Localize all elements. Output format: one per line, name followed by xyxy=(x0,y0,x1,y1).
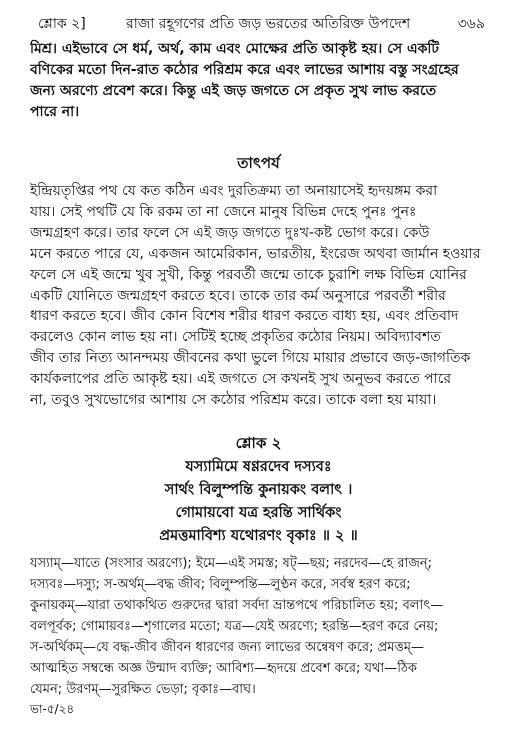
synonym-line: যস্যাম্—যাতে (সংসার অরণ্যে); ইমে—এই সমস্ত; ষট্—ছয়; নরদেব—হে রাজন্; xyxy=(30,556,433,571)
purport-paragraph xyxy=(30,181,488,411)
synonym-line: স-অর্থিকম্—যে বদ্ধ-জীব জীবন ধারণের জন্য লাভের অন্বেষণ করে; প্রমত্তম্— xyxy=(30,640,425,655)
purport-line: করলেও কোন লাভ হয় না। সেটিই হচ্ছে প্রকৃতির কঠোর নিয়ম। অবিদ্যাবশত xyxy=(30,329,441,346)
translation-line: মিশ্র। এইভাবে সে ধর্ম, অর্থ, কাম এবং মোক্ষের প্রতি আকৃষ্ট হয়। সে একটি xyxy=(30,41,440,57)
translation-paragraph xyxy=(30,39,488,123)
synonym-line: যেমন; উরণম্—সুরক্ষিত ভেড়া; বৃকাঃ—বাঘ। xyxy=(30,682,256,697)
purport-line: যায়। সেই পথটি যে কি রকম তা না জেনে মানুষ বিভিন্ন দেহে পুনঃ পুনঃ xyxy=(30,203,417,220)
translation-line: পারে না। xyxy=(30,104,80,120)
word-for-word-synonyms xyxy=(30,553,490,700)
verse-line: যস্যামিমে ষণ্ণরদেব দস্যবঃ xyxy=(185,459,332,475)
purport-line: জন্মগ্রহণ করে। তার ফলে সে এই জড় জগতে দুঃখ-কষ্ট ভোগ করে। কেউ xyxy=(30,224,430,241)
purport-line: না, তবুও সুখভোগের আশায় সে কঠোর পরিশ্রম করে। তাকে বলা হয় মায়া। xyxy=(30,392,437,409)
translation-line: জন্য অরণ্যে প্রবেশ করে। কিন্তু এই জড় জগতে সে প্রকৃত সুখ লাভ করতে xyxy=(30,83,437,99)
purport-line: একটি যোনিতে জন্মগ্রহণ করতে হবে। তাকে তার কর্ম অনুসারে পরবর্তী শরীর xyxy=(30,287,446,304)
page-number: ৩৬৯ xyxy=(457,16,485,32)
verse-heading: শ্লোক ২ xyxy=(235,434,282,452)
purport-line: ধারণ করতে হবে। জীব কোন বিশেষ শরীর ধারণ করতে বাধ্য হয়, এবং প্রতিবাদ xyxy=(30,308,459,325)
verse-line: গোমায়বো যত্র হরন্তি সার্থিকং xyxy=(175,505,342,521)
verse-line: প্রমত্তমাবিশ্য যথোরণং বৃকাঃ ॥ ২ ॥ xyxy=(159,528,358,544)
verse-reference: শ্লোক ২] xyxy=(38,16,86,32)
purport-line: ইন্দ্রিয়তৃপ্তির পথ যে কত কঠিন এবং দুরতিক্রম্য তা অনায়াসেই হৃদয়ঙ্গম করা xyxy=(30,183,438,199)
purport-line: কার্যকলাপের প্রতি আকৃষ্ট হয়। এই জগতে সে কখনই সুখ অনুভব করতে পারে xyxy=(30,371,452,388)
purport-heading: তাৎপর্য xyxy=(237,154,280,172)
synonym-line: কুনায়কম্—যারা তথাকথিত গুরুদের দ্বারা সর্বদা ভ্রান্তপথে পরিচালিত হয়; বলাৎ— xyxy=(30,598,444,613)
purport-line: ফলে সে এই জন্মে খুব সুখী, কিন্তু পরবর্তী জন্মে তাকে চুরাশি লক্ষ বিভিন্ন যোনির xyxy=(30,266,467,283)
sanskrit-verse xyxy=(0,456,517,548)
translation-line: বণিকের মতো দিন-রাত কঠোর পরিশ্রম করে এবং লাভের আশায় বস্তু সংগ্রহের xyxy=(30,62,459,78)
purport-line: জীব তার নিত্য আনন্দময় জীবনের কথা ভুলে গিয়ে মায়ার প্রভাবে জড়-জাগতিক xyxy=(30,350,471,367)
synonym-line: বলপূর্বক; গোমায়বঃ—শৃগালের মতো; যত্র—যেই অরণ্যে; হরন্তি—হরণ করে নেয়; xyxy=(30,619,439,634)
synonym-line: আত্মহিত সম্বন্ধে অজ্ঞ উন্মাদ ব্যক্তি; আবিশ্য—হৃদয়ে প্রবেশ করে; যথা—ঠিক xyxy=(30,661,417,676)
chapter-title: রাজা রহূগণের প্রতি জড় ভরতের অতিরিক্ত উপদেশ xyxy=(126,16,411,32)
verse-line: সার্থং বিলুম্পন্তি কুনায়কং বলাৎ । xyxy=(164,482,353,498)
purport-line: মনে করতে পারে যে, একজন আমেরিকান, ভারতীয়, ইংরেজ অথবা জার্মান হওয়ার xyxy=(30,245,481,262)
running-header xyxy=(38,12,485,36)
signature-mark: ভা-৫/২৪ xyxy=(30,702,75,716)
synonym-line: দস্যবঃ—দস্যু; স-অর্থম্—বদ্ধ জীব; বিলুম্পন্তি—লুণ্ঠন করে, সর্বস্ব হরণ করে; xyxy=(30,577,411,592)
